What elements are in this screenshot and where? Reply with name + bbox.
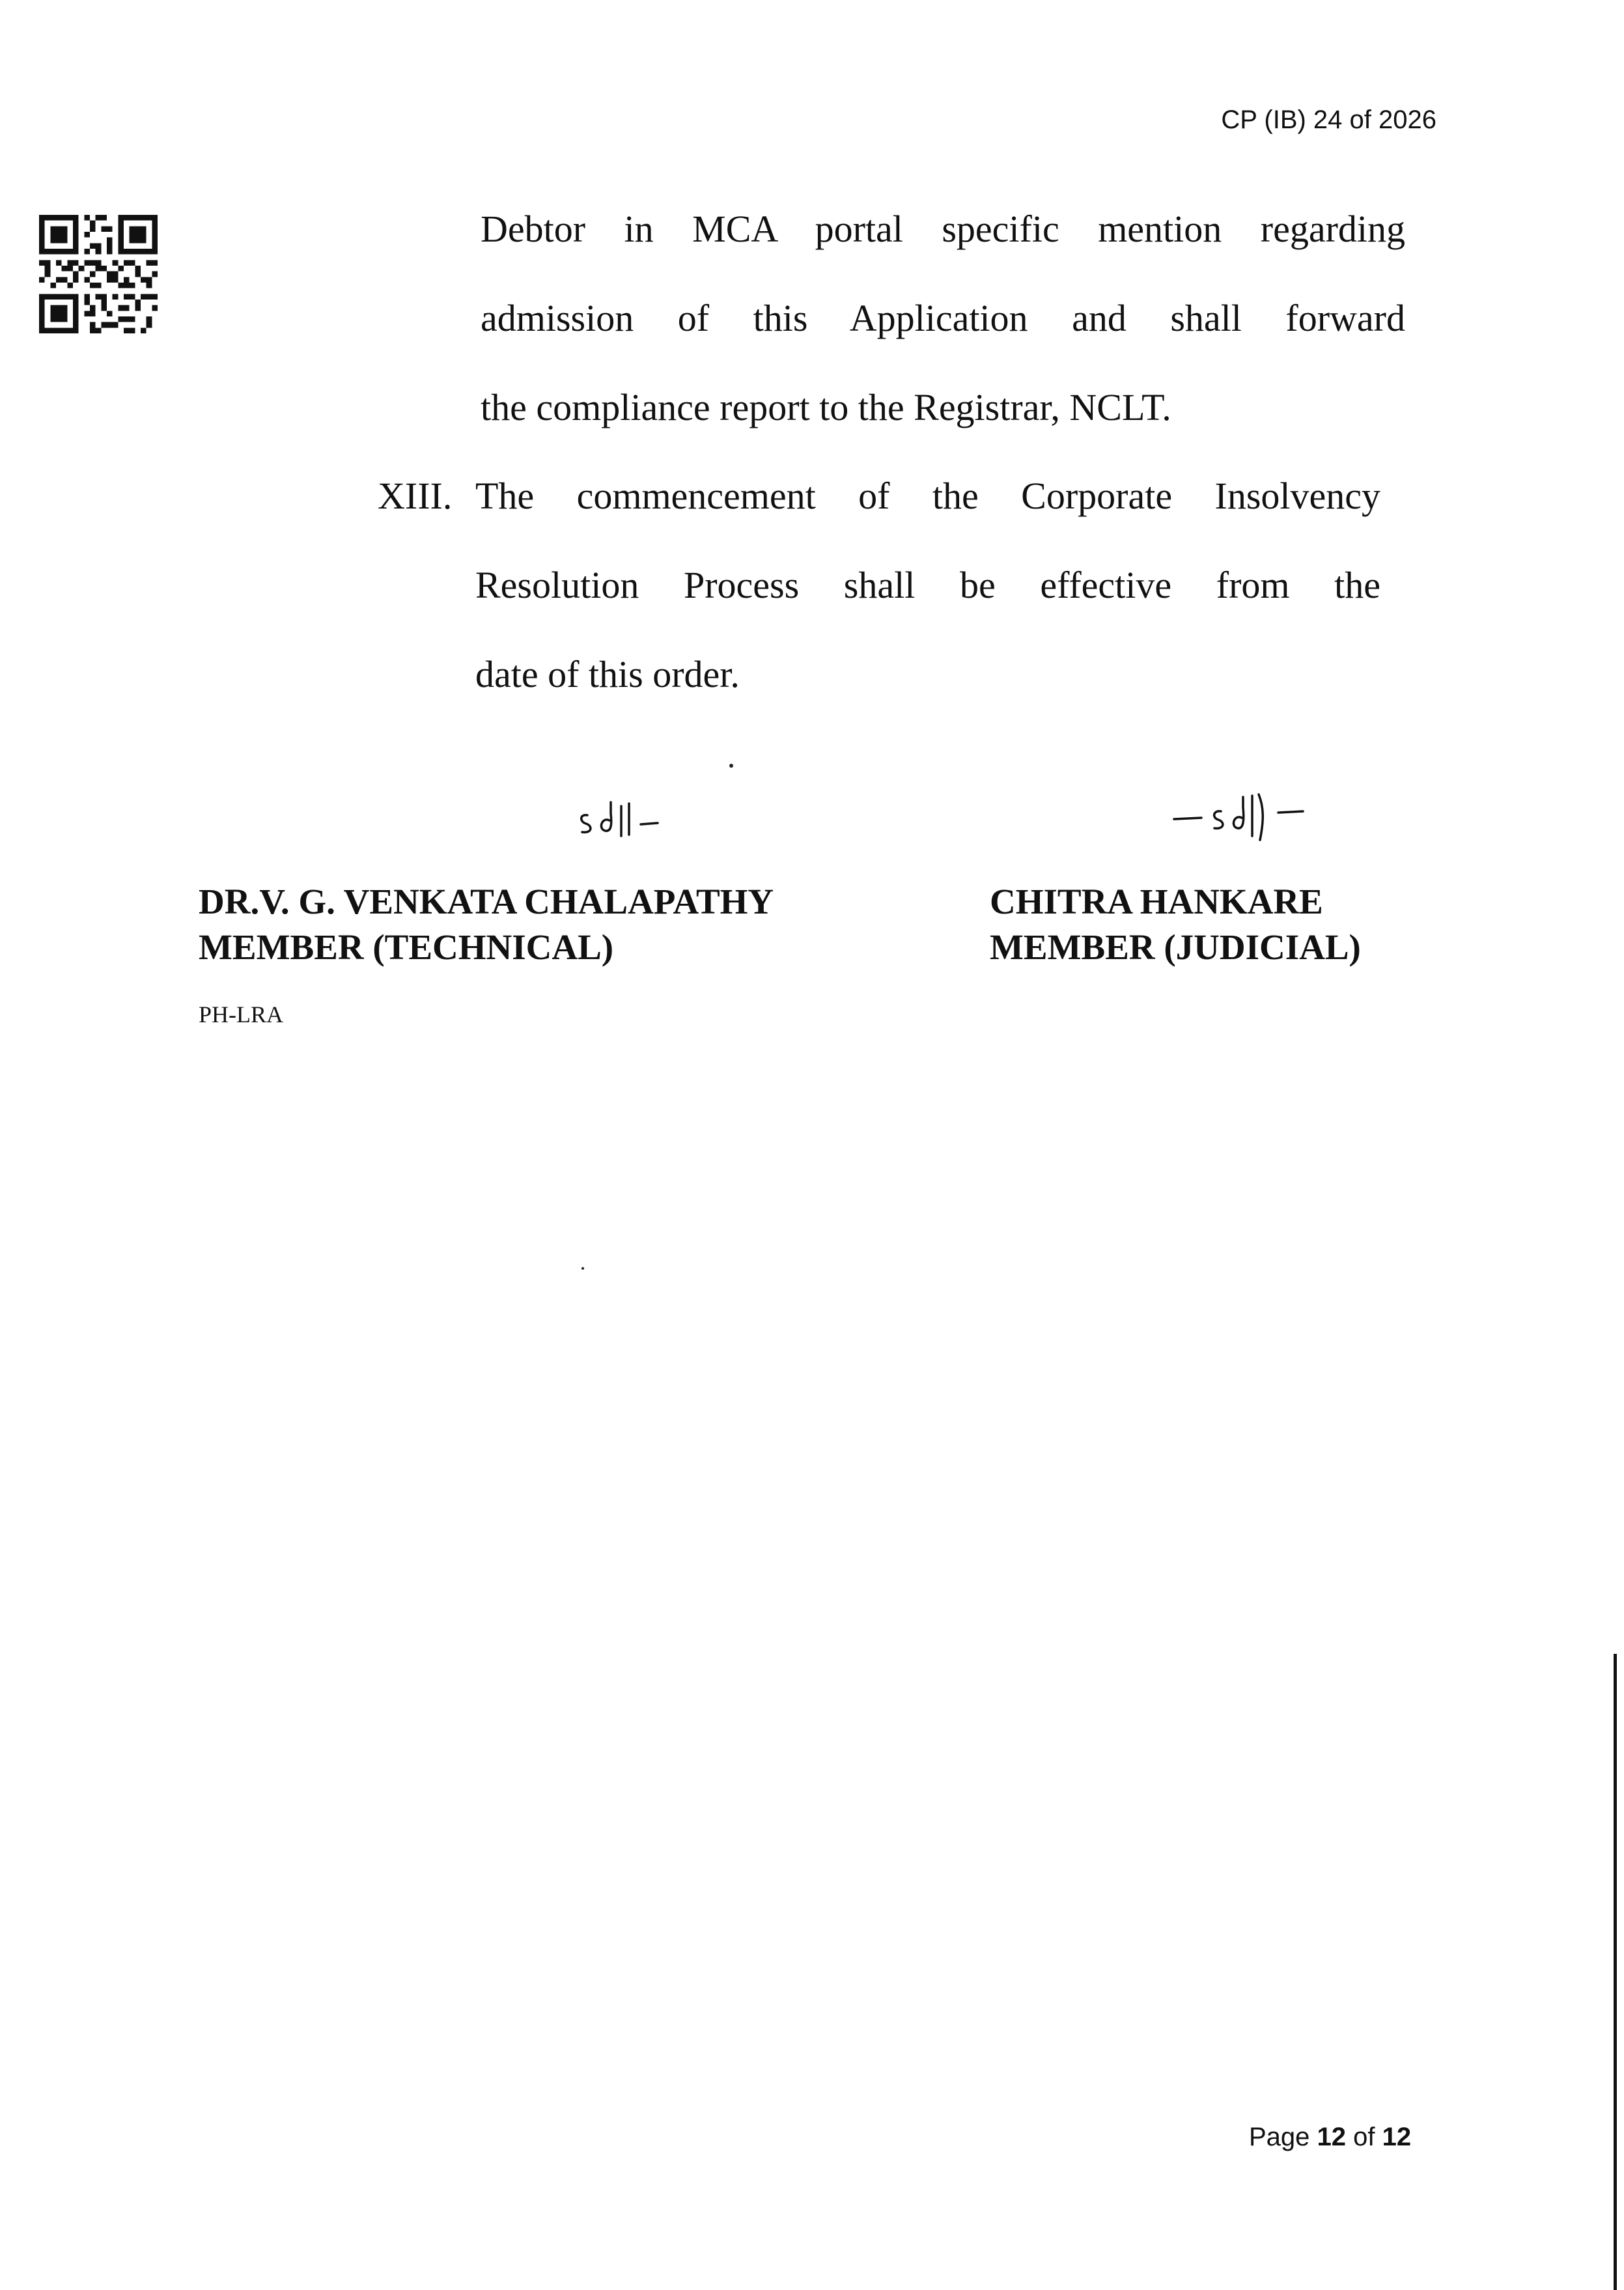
paragraph-line: date of this order. xyxy=(475,653,740,695)
signatory-name: DR.V. G. VENKATA CHALAPATHY xyxy=(199,882,774,921)
signature-right xyxy=(1169,781,1325,853)
page-prefix: Page xyxy=(1249,2123,1310,2151)
item-number: XIII. xyxy=(378,475,453,517)
page-number xyxy=(1249,2123,1411,2152)
paragraph-line: Debtor in MCA portal specific mention regarding xyxy=(481,208,1405,250)
signatory-judicial xyxy=(990,879,1361,970)
case-reference: CP (IB) 24 of 2026 xyxy=(1221,105,1436,134)
initials-note: PH-LRA xyxy=(199,1001,284,1027)
page-of: of xyxy=(1353,2123,1375,2151)
signature-left xyxy=(573,788,671,846)
paragraph-line: the compliance report to the Registrar, NCLT. xyxy=(481,386,1171,428)
scan-speck xyxy=(581,1267,584,1270)
paragraph-line: admission of this Application and shall forward xyxy=(481,297,1405,339)
qr-code-icon xyxy=(39,215,158,333)
scan-edge-line xyxy=(1614,1654,1617,2290)
page-current: 12 xyxy=(1317,2123,1347,2151)
page-total: 12 xyxy=(1382,2123,1412,2151)
paragraph-line: Resolution Process shall be effective from the xyxy=(475,564,1380,606)
signatory-role: MEMBER (JUDICIAL) xyxy=(990,927,1361,967)
continuation-paragraph xyxy=(481,184,1405,452)
signatory-name: CHITRA HANKARE xyxy=(990,882,1323,921)
signatory-role: MEMBER (TECHNICAL) xyxy=(199,927,614,967)
signatory-technical xyxy=(199,879,774,970)
item-body xyxy=(475,451,1380,719)
paragraph-line: The commencement of the Corporate Insolvency xyxy=(475,475,1380,517)
scan-speck xyxy=(729,764,733,768)
